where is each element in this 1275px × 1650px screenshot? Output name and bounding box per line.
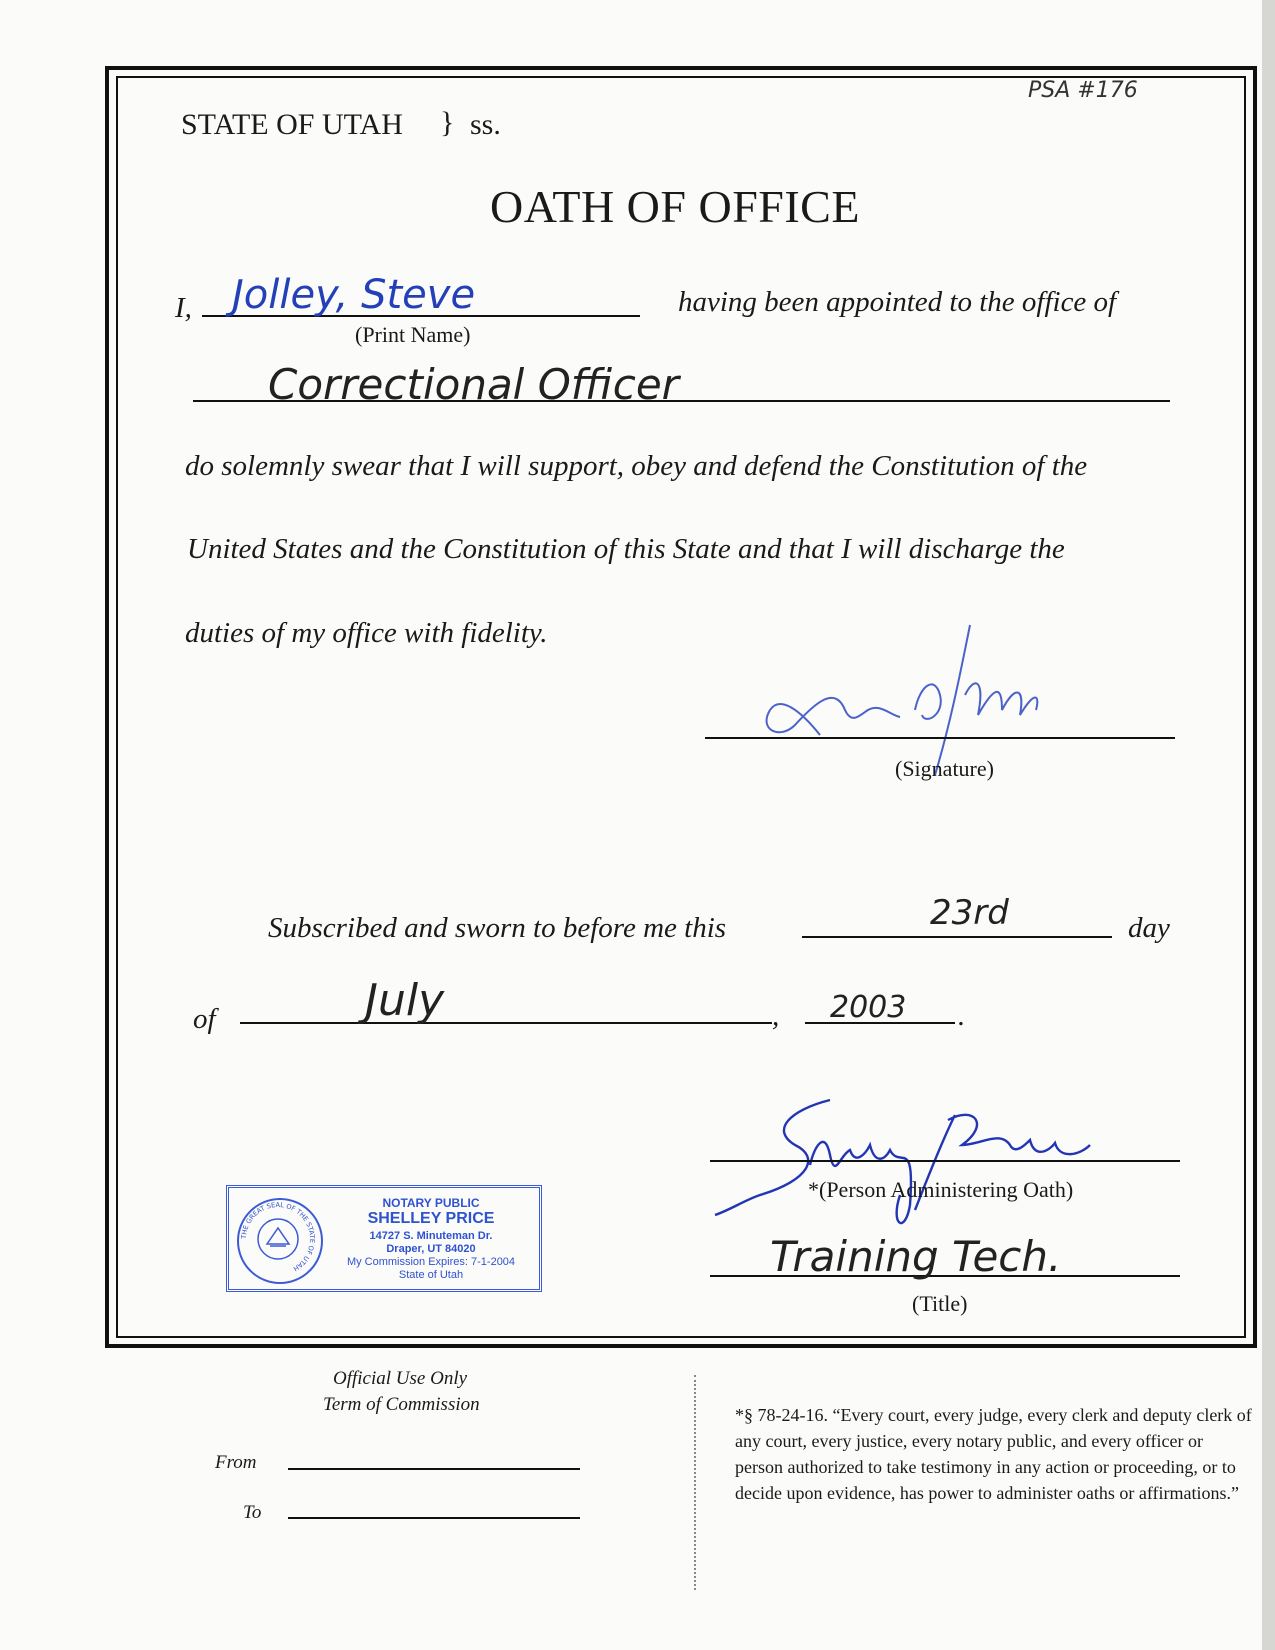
- to-label: To: [243, 1502, 262, 1523]
- day-line: [802, 936, 1112, 938]
- administrator-signature: [700, 1085, 1120, 1240]
- signature-label: (Signature): [895, 756, 994, 781]
- state-seal-icon: [237, 1198, 323, 1284]
- seal-line-2: SHELLEY PRICE: [367, 1210, 495, 1227]
- seal-line-1: NOTARY PUBLIC: [382, 1196, 480, 1210]
- office-value: Correctional Officer: [268, 360, 679, 409]
- print-name-label: (Print Name): [355, 322, 471, 347]
- administrator-label: *(Person Administering Oath): [808, 1177, 1074, 1202]
- seal-ring-text: THE GREAT SEAL OF THE STATE OF UTAH: [239, 1200, 317, 1273]
- appointed-text: having been appointed to the office of: [678, 286, 1117, 318]
- document-number: PSA #176: [1028, 78, 1138, 103]
- from-line: [288, 1468, 580, 1470]
- print-name-value: Jolley, Steve: [232, 272, 476, 318]
- section-divider: [694, 1375, 696, 1590]
- scan-edge: [1262, 0, 1275, 1650]
- statute-text: *§ 78-24-16. “Every court, every judge, every clerk and deputy clerk of any court, every justice, every notary public, and every officer or person authorized to take testimony in any action or proceeding, or to decide upon evidence, has power to administer oaths or affirmations.”: [735, 1405, 1252, 1503]
- oath-line-3: duties of my office with fidelity.: [185, 617, 548, 649]
- month-line: [240, 1022, 772, 1024]
- brace-symbol: }: [440, 106, 455, 139]
- day-label: day: [1128, 912, 1170, 944]
- month-value: July: [365, 975, 445, 1026]
- year-value: 2003: [830, 990, 907, 1025]
- sworn-text: Subscribed and sworn to before me this: [268, 912, 727, 944]
- day-value: 23rd: [930, 893, 1009, 933]
- signature-line: [705, 737, 1175, 739]
- to-line: [288, 1517, 580, 1519]
- oath-line-2: United States and the Constitution of this State and that I will discharge the: [187, 533, 1065, 565]
- oath-intro: I,: [175, 292, 192, 324]
- official-use-title: Official Use Only: [333, 1368, 468, 1389]
- oath-line-1: do solemnly swear that I will support, obey and defend the Constitution of the: [185, 450, 1088, 482]
- comma: ,: [772, 1000, 780, 1032]
- title-label: (Title): [912, 1291, 968, 1316]
- seal-line-5: My Commission Expires: 7-1-2004: [346, 1256, 516, 1268]
- notary-seal: [226, 1185, 542, 1292]
- svg-text:THE GREAT SEAL OF THE STATE OF: [240, 1201, 316, 1273]
- term-title: Term of Commission: [323, 1394, 480, 1415]
- ss-label: ss.: [470, 108, 501, 141]
- administrator-line: [710, 1160, 1180, 1162]
- document-title: OATH OF OFFICE: [490, 181, 860, 232]
- seal-line-6: State of Utah: [398, 1269, 464, 1281]
- title-value: Training Tech.: [770, 1232, 1062, 1281]
- seal-line-3: 14727 S. Minuteman Dr.: [369, 1230, 493, 1242]
- oath-signature: [740, 615, 1040, 785]
- seal-line-4: Draper, UT 84020: [386, 1243, 476, 1255]
- of-label: of: [193, 1003, 216, 1035]
- period: .: [958, 1000, 966, 1032]
- state-heading: STATE OF UTAH: [181, 108, 403, 141]
- from-label: From: [215, 1452, 257, 1473]
